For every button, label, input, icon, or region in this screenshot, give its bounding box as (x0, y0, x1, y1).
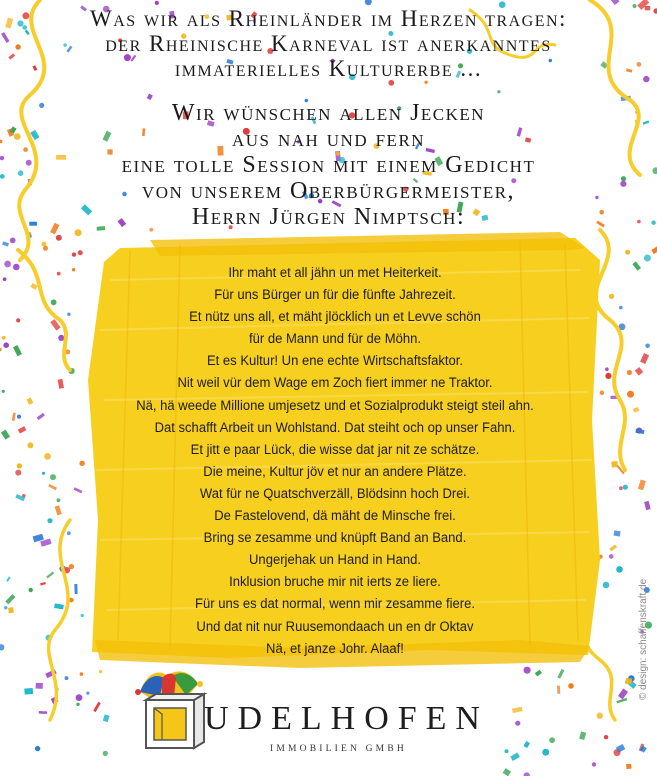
confetti-piece (29, 588, 33, 592)
greeting-line: von unserem Oberbürgermeister, (141, 178, 516, 204)
poem-line: Bring se zesamme und knüpft Band an Band. (203, 530, 467, 547)
confetti-piece (365, 0, 372, 5)
confetti-piece (635, 429, 644, 434)
confetti-piece (99, 670, 102, 673)
confetti-piece (42, 472, 45, 475)
confetti-piece (2, 336, 6, 340)
confetti-piece (13, 264, 20, 271)
confetti-piece (1, 430, 10, 440)
poem-line: De Fastelovend, dä mäht de Minsche frei. (214, 508, 456, 525)
confetti-piece (15, 470, 21, 476)
confetti-piece (73, 487, 82, 493)
confetti-piece (623, 485, 628, 490)
intro-heading (0, 6, 657, 81)
confetti-piece (609, 545, 617, 552)
poem-line: Für uns es dat normal, wenn mir zesamme fiere. (194, 596, 475, 613)
greeting-heading (0, 100, 657, 230)
poem-line: Für uns Bürger un für die fünfte Jahrezeit. (214, 287, 456, 304)
confetti-piece (39, 711, 47, 714)
poem-line: Et es Kultur! Un ene echte Wirtschaftsfaktor. (206, 353, 464, 370)
greeting-line: Wir wünschen allen Jecken (171, 100, 486, 126)
confetti-piece (78, 250, 83, 255)
poem-line: Inklusion bruche mir nit ierts ze liere. (229, 574, 441, 591)
confetti-piece (619, 306, 623, 310)
confetti-piece (638, 480, 646, 491)
confetti-piece (6, 577, 10, 582)
poem-line: Und dat nit nur Ruusemondaach un en dr Oktav (196, 618, 474, 635)
poem-line: für de Mann und für de Möhn. (249, 331, 421, 348)
confetti-piece (635, 367, 644, 376)
confetti-piece (155, 1, 159, 5)
confetti-piece (603, 582, 610, 589)
confetti-piece (76, 694, 83, 701)
design-credit: © design: schaffenskraft.de (638, 578, 649, 700)
confetti-piece (2, 241, 9, 246)
confetti-piece (67, 531, 71, 535)
confetti-piece (640, 353, 649, 364)
confetti-piece (103, 714, 110, 722)
confetti-piece (12, 413, 16, 421)
poem-line: Dat schafft Arbeit un Wohlstand. Dat steiht och op unser Fahn. (154, 419, 516, 436)
jester-house-logo-icon (128, 662, 210, 762)
confetti-piece (40, 582, 46, 585)
confetti-piece (57, 272, 61, 276)
confetti-piece (632, 261, 641, 270)
confetti-piece (67, 313, 70, 316)
confetti-piece (86, 692, 89, 695)
confetti-piece (42, 242, 47, 247)
confetti-piece (524, 772, 530, 776)
confetti-piece (50, 474, 56, 480)
confetti-piece (515, 721, 520, 726)
confetti-piece (605, 367, 609, 371)
confetti-piece (58, 335, 64, 341)
confetti-piece (605, 373, 611, 379)
confetti-piece (4, 261, 11, 268)
confetti-piece (24, 688, 33, 695)
confetti-piece (4, 606, 7, 609)
confetti-piece (523, 741, 530, 748)
streamer-right-mid (596, 230, 625, 470)
confetti-piece (80, 672, 84, 676)
confetti-piece (27, 442, 33, 448)
confetti-piece (568, 683, 574, 689)
confetti-piece (8, 607, 14, 613)
confetti-piece (627, 370, 632, 375)
company-subtitle: IMMOBILIEN GMBH (270, 744, 407, 754)
confetti-piece (47, 518, 52, 523)
confetti-piece (37, 413, 45, 420)
poem-line: Nä, et janze Johr. Alaaf! (266, 640, 404, 657)
company-name: UDELHOFEN (204, 700, 489, 737)
greeting-line: aus nah und fern (231, 126, 426, 152)
confetti-piece (0, 644, 4, 650)
confetti-piece (17, 463, 22, 468)
greeting-line: eine tolle Session mit einem Gedicht (121, 152, 536, 178)
confetti-piece (625, 678, 632, 685)
confetti-piece (3, 342, 9, 348)
confetti-piece (557, 669, 564, 679)
confetti-piece (13, 345, 22, 356)
confetti-piece (10, 238, 16, 244)
confetti-piece (74, 584, 77, 594)
confetti-piece (103, 751, 108, 756)
confetti-piece (27, 397, 34, 404)
confetti-piece (644, 501, 650, 510)
confetti-piece (48, 484, 57, 490)
confetti-piece (43, 246, 48, 251)
confetti-piece (36, 683, 43, 689)
confetti-piece (512, 707, 523, 713)
confetti-piece (609, 554, 614, 559)
confetti-piece (557, 686, 560, 694)
confetti-piece (610, 0, 620, 5)
confetti-piece (616, 566, 623, 573)
poem-line: Ungerjehak un Hand in Hand. (249, 552, 421, 569)
confetti-piece (93, 702, 101, 712)
confetti-piece (542, 749, 549, 756)
poem-line: Nä, hä weede Millione umjesetz und et Sozialprodukt steigt steil ahn. (136, 397, 534, 414)
confetti-piece (54, 603, 64, 609)
confetti-piece (597, 713, 603, 719)
confetti-piece (626, 764, 632, 769)
confetti-piece (3, 277, 7, 281)
confetti-piece (79, 461, 84, 466)
confetti-piece (633, 407, 640, 413)
confetti-piece (5, 594, 15, 604)
confetti-piece (72, 252, 76, 256)
streamer-left-mid (18, 250, 70, 370)
poem-line: Nit weil vür dem Wage em Zoch fiert immer ne Traktor. (177, 375, 493, 392)
confetti-piece (76, 703, 79, 706)
confetti-piece (57, 498, 61, 502)
confetti-piece (18, 426, 27, 433)
confetti-piece (65, 676, 69, 680)
confetti-piece (30, 283, 37, 290)
confetti-piece (55, 505, 62, 515)
confetti-piece (535, 670, 542, 677)
confetti-piece (46, 571, 54, 578)
confetti-piece (619, 486, 623, 490)
streamer-left-bottom (49, 520, 70, 720)
confetti-piece (503, 768, 512, 776)
greeting-line: Herrn Jürgen Nimptsch: (191, 204, 466, 230)
confetti-piece (613, 530, 620, 536)
confetti-piece (592, 762, 596, 766)
confetti-piece (609, 294, 614, 299)
poem-line: Wat für ne Quatschverzäll, Blödsinn hoch Drei. (199, 485, 471, 502)
confetti-piece (81, 614, 84, 617)
confetti-piece (497, 90, 500, 93)
confetti-piece (549, 737, 555, 743)
poem-line: Ihr maht et all jähn un met Heiterkeit. (228, 265, 442, 281)
confetti-piece (16, 318, 20, 322)
confetti-piece (51, 299, 57, 305)
confetti-piece (0, 348, 2, 351)
confetti-piece (44, 453, 51, 460)
confetti-piece (505, 749, 509, 753)
poem-line: Die meine, Kultur jöv et nur an andere Plätze. (203, 463, 467, 480)
confetti-piece (644, 255, 651, 262)
confetti-piece (72, 268, 75, 271)
confetti-piece (600, 391, 605, 396)
confetti-piece (579, 731, 586, 740)
confetti-piece (604, 735, 608, 739)
confetti-piece (17, 415, 21, 419)
poem-line: Et nütz uns all, et mäht jlöcklich un et Levve schön (189, 309, 481, 326)
confetti-piece (627, 391, 634, 398)
confetti-piece (625, 250, 630, 255)
confetti-piece (2, 390, 5, 393)
confetti-piece (58, 379, 64, 389)
poem-line: Et jitt e paar Lück, die wisse dat jar nit ze schätze. (190, 441, 480, 458)
intro-line: der Rheinische Karneval ist anerkanntes (105, 31, 552, 56)
confetti-piece (425, 81, 428, 84)
confetti-piece (510, 752, 520, 761)
confetti-piece (56, 235, 62, 241)
confetti-piece (651, 246, 657, 254)
confetti-piece (645, 344, 650, 349)
confetti-piece (35, 746, 40, 751)
intro-line: immaterielles Kulturerbe ... (174, 56, 483, 81)
confetti-piece (524, 667, 531, 674)
intro-line: Was wir als Rheinländer im Herzen tragen: (90, 6, 567, 31)
confetti-piece (618, 688, 628, 699)
confetti-piece (75, 229, 82, 236)
poem (119, 262, 551, 660)
